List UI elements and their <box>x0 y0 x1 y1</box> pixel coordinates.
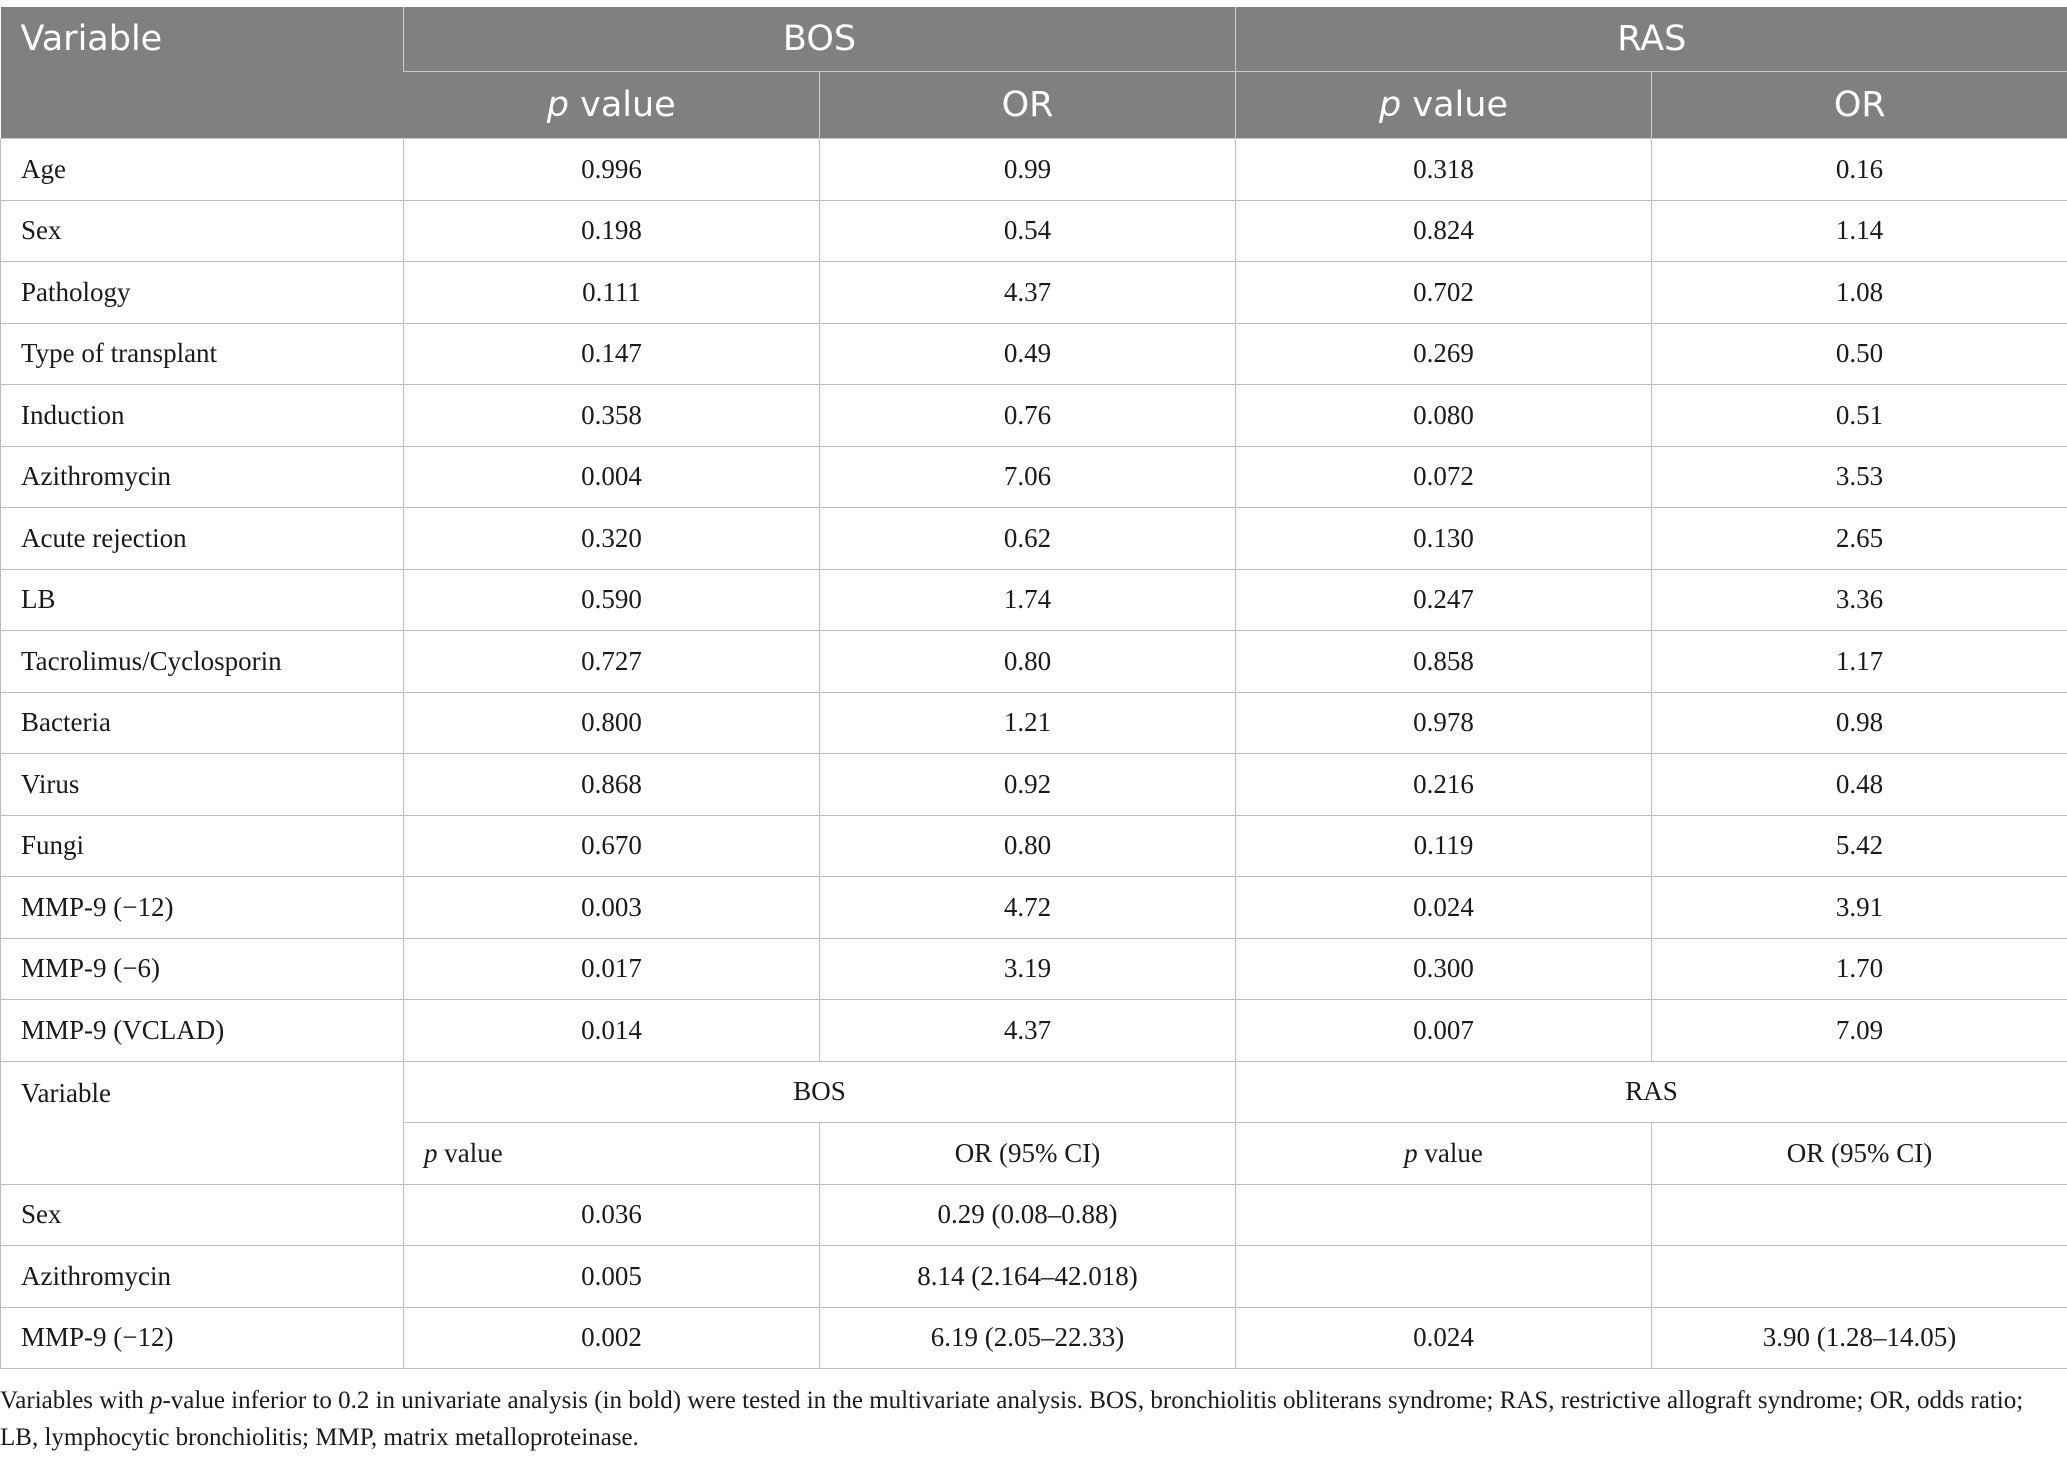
ras-odds-ratio: 1.14 <box>1652 200 2067 262</box>
ras-p-value: 0.130 <box>1236 508 1652 570</box>
p-symbol: p <box>1404 1137 1418 1168</box>
table-header <box>1 7 2067 139</box>
row-variable: Tacrolimus/Cyclosporin <box>1 631 404 693</box>
bos-odds-ratio: 0.29 (0.08–0.88) <box>820 1184 1236 1246</box>
header-bos-p-value <box>404 72 820 139</box>
univariate-table-row <box>1 754 2067 816</box>
bos-p-value: 0.017 <box>404 938 820 1000</box>
ras-odds-ratio <box>1652 1184 2067 1246</box>
ras-odds-ratio: 1.17 <box>1652 631 2067 693</box>
header-variable: Variable <box>1 7 404 139</box>
ras-odds-ratio: 7.09 <box>1652 1000 2067 1062</box>
univariate-table-row <box>1 508 2067 570</box>
ras-p-value: 0.824 <box>1236 200 1652 262</box>
multivariate-header-ras-p-value <box>1236 1123 1652 1185</box>
row-variable: MMP-9 (−6) <box>1 938 404 1000</box>
univariate-table-row <box>1 323 2067 385</box>
multivariate-table-row <box>1 1307 2067 1369</box>
bos-p-value: 0.036 <box>404 1184 820 1246</box>
ras-odds-ratio: 0.98 <box>1652 692 2067 754</box>
ras-odds-ratio: 3.91 <box>1652 877 2067 939</box>
footnote-part1: Variables with <box>0 1387 150 1414</box>
bos-p-value: 0.590 <box>404 569 820 631</box>
footnote-p-symbol: p <box>149 1387 163 1414</box>
multivariate-header-ras: RAS <box>1236 1061 2067 1123</box>
header-bos-or: OR <box>820 72 1236 139</box>
univariate-table-row <box>1 1000 2067 1062</box>
multivariate-header-ras-or-ci: OR (95% CI) <box>1652 1123 2067 1185</box>
ras-p-value: 0.702 <box>1236 262 1652 324</box>
bos-p-value: 0.198 <box>404 200 820 262</box>
bos-odds-ratio: 7.06 <box>820 446 1236 508</box>
bos-p-value: 0.111 <box>404 262 820 324</box>
row-variable: Induction <box>1 385 404 447</box>
p-value-text: value <box>437 1137 503 1168</box>
bos-odds-ratio: 0.80 <box>820 815 1236 877</box>
bos-p-value: 0.996 <box>404 139 820 201</box>
multivariate-header-variable: Variable <box>1 1061 404 1184</box>
p-value-text: value <box>1401 85 1508 125</box>
ras-odds-ratio: 1.70 <box>1652 938 2067 1000</box>
bos-odds-ratio: 0.99 <box>820 139 1236 201</box>
bos-odds-ratio: 1.74 <box>820 569 1236 631</box>
ras-p-value: 0.318 <box>1236 139 1652 201</box>
row-variable: Age <box>1 139 404 201</box>
bos-odds-ratio: 1.21 <box>820 692 1236 754</box>
ras-p-value: 0.024 <box>1236 877 1652 939</box>
ras-odds-ratio: 0.48 <box>1652 754 2067 816</box>
row-variable: Bacteria <box>1 692 404 754</box>
bos-p-value: 0.014 <box>404 1000 820 1062</box>
ras-p-value: 0.300 <box>1236 938 1652 1000</box>
ras-odds-ratio: 0.16 <box>1652 139 2067 201</box>
ras-p-value: 0.269 <box>1236 323 1652 385</box>
bos-odds-ratio: 3.19 <box>820 938 1236 1000</box>
row-variable: MMP-9 (−12) <box>1 877 404 939</box>
bos-odds-ratio: 0.76 <box>820 385 1236 447</box>
bos-p-value: 0.002 <box>404 1307 820 1369</box>
bos-p-value: 0.727 <box>404 631 820 693</box>
footnote-part2: -value inferior to 0.2 in univariate analysis (in bold) were tested in the multivariate analysis. BOS, bronchiolitis obliterans syndrome; RAS, restrictive allograft syndrome; OR, odds ratio; LB, lymphocytic bronchiolitis; MMP, matrix metalloproteinase. <box>0 1387 2024 1451</box>
ras-odds-ratio: 0.50 <box>1652 323 2067 385</box>
univariate-table-row <box>1 631 2067 693</box>
univariate-table-row <box>1 569 2067 631</box>
univariate-table-row <box>1 139 2067 201</box>
multivariate-header-bos-p-value <box>404 1123 820 1185</box>
multivariate-header-row <box>1 1061 2067 1123</box>
bos-p-value: 0.003 <box>404 877 820 939</box>
bos-odds-ratio: 0.92 <box>820 754 1236 816</box>
ras-p-value: 0.216 <box>1236 754 1652 816</box>
univariate-table-row <box>1 938 2067 1000</box>
bos-odds-ratio: 6.19 (2.05–22.33) <box>820 1307 1236 1369</box>
univariate-table-row <box>1 692 2067 754</box>
ras-p-value: 0.080 <box>1236 385 1652 447</box>
ras-p-value: 0.978 <box>1236 692 1652 754</box>
bos-p-value: 0.670 <box>404 815 820 877</box>
bos-p-value: 0.005 <box>404 1246 820 1308</box>
row-variable: Acute rejection <box>1 508 404 570</box>
row-variable: MMP-9 (VCLAD) <box>1 1000 404 1062</box>
bos-odds-ratio: 0.62 <box>820 508 1236 570</box>
results-table <box>0 7 2067 1369</box>
row-variable: Fungi <box>1 815 404 877</box>
header-bos: BOS <box>404 7 1236 72</box>
bos-odds-ratio: 0.49 <box>820 323 1236 385</box>
table-body <box>1 139 2067 1369</box>
ras-p-value: 0.119 <box>1236 815 1652 877</box>
ras-odds-ratio: 0.51 <box>1652 385 2067 447</box>
ras-p-value: 0.007 <box>1236 1000 1652 1062</box>
row-variable: LB <box>1 569 404 631</box>
bos-p-value: 0.147 <box>404 323 820 385</box>
multivariate-header-bos: BOS <box>404 1061 1236 1123</box>
bos-p-value: 0.868 <box>404 754 820 816</box>
ras-odds-ratio <box>1652 1246 2067 1308</box>
univariate-table-row <box>1 262 2067 324</box>
multivariate-header-bos-or-ci: OR (95% CI) <box>820 1123 1236 1185</box>
row-variable: Azithromycin <box>1 446 404 508</box>
ras-p-value <box>1236 1184 1652 1246</box>
p-symbol: p <box>1379 85 1402 125</box>
bos-p-value: 0.004 <box>404 446 820 508</box>
bos-odds-ratio: 8.14 (2.164–42.018) <box>820 1246 1236 1308</box>
univariate-table-row <box>1 815 2067 877</box>
multivariate-table-row <box>1 1184 2067 1246</box>
bos-p-value: 0.800 <box>404 692 820 754</box>
p-value-text: value <box>568 85 676 125</box>
row-variable: Sex <box>1 1184 404 1246</box>
p-symbol: p <box>546 85 569 125</box>
header-ras-or: OR <box>1652 72 2067 139</box>
ras-p-value: 0.858 <box>1236 631 1652 693</box>
ras-p-value <box>1236 1246 1652 1308</box>
header-ras-p-value <box>1236 72 1652 139</box>
p-symbol: p <box>424 1137 438 1168</box>
row-variable: Sex <box>1 200 404 262</box>
ras-odds-ratio: 3.36 <box>1652 569 2067 631</box>
bos-odds-ratio: 0.80 <box>820 631 1236 693</box>
row-variable: MMP-9 (−12) <box>1 1307 404 1369</box>
univariate-table-row <box>1 200 2067 262</box>
multivariate-table-row <box>1 1246 2067 1308</box>
row-variable: Virus <box>1 754 404 816</box>
bos-odds-ratio: 0.54 <box>820 200 1236 262</box>
bos-p-value: 0.320 <box>404 508 820 570</box>
ras-p-value: 0.072 <box>1236 446 1652 508</box>
univariate-table-row <box>1 385 2067 447</box>
header-ras: RAS <box>1236 7 2067 72</box>
ras-odds-ratio: 3.53 <box>1652 446 2067 508</box>
bos-odds-ratio: 4.37 <box>820 1000 1236 1062</box>
univariate-table-row <box>1 877 2067 939</box>
table-footnote <box>0 1382 2050 1456</box>
p-value-text: value <box>1417 1137 1483 1168</box>
bos-odds-ratio: 4.72 <box>820 877 1236 939</box>
ras-p-value: 0.247 <box>1236 569 1652 631</box>
row-variable: Pathology <box>1 262 404 324</box>
ras-odds-ratio: 2.65 <box>1652 508 2067 570</box>
ras-odds-ratio: 5.42 <box>1652 815 2067 877</box>
ras-p-value: 0.024 <box>1236 1307 1652 1369</box>
bos-p-value: 0.358 <box>404 385 820 447</box>
ras-odds-ratio: 1.08 <box>1652 262 2067 324</box>
bos-odds-ratio: 4.37 <box>820 262 1236 324</box>
ras-odds-ratio: 3.90 (1.28–14.05) <box>1652 1307 2067 1369</box>
row-variable: Type of transplant <box>1 323 404 385</box>
univariate-table-row <box>1 446 2067 508</box>
row-variable: Azithromycin <box>1 1246 404 1308</box>
